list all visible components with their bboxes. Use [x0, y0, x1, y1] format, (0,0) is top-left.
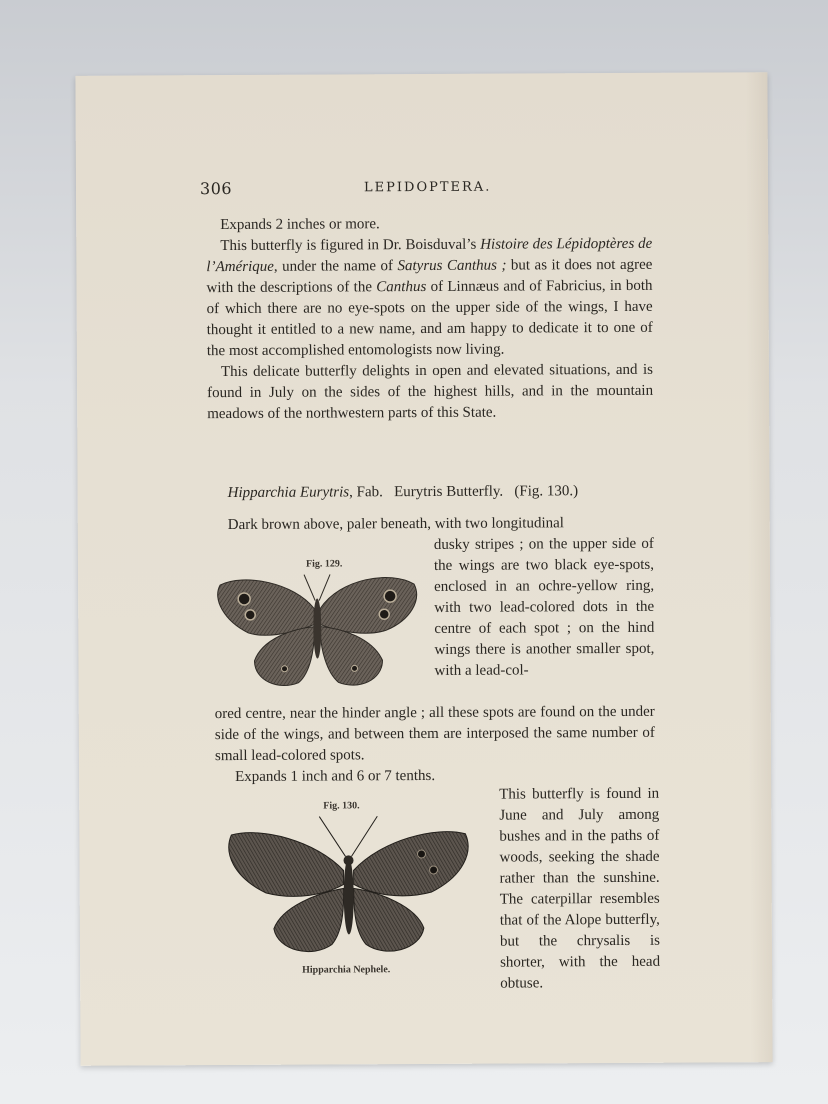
page-number: 306 [199, 178, 233, 199]
expands-line-1: Expands 2 inches or more. [220, 216, 380, 234]
synonym-name: Satyrus Canthus ; [397, 257, 507, 275]
butterfly-illustration-fig130 [225, 812, 472, 959]
figure-130-caption: Hipparchia Nephele. [302, 964, 391, 976]
section-1-text [206, 213, 653, 425]
habitat-paragraph: This butterfly is found in June and July among bushes and in the paths of woods, seeking the shade rather than the sunshine. The caterpillar resembles that of the Alope butterfly, but the chrysalis is shorter, with the head obtuse. [499, 785, 661, 992]
canthus-name: Canthus [376, 278, 427, 296]
work-title: Histoire des Lépidoptères de l’Amérique [206, 235, 653, 276]
common-name: Eurytris Butterfly. [394, 483, 504, 501]
para-rest: of Linnæus and of Fabricius, in both of which there are no eye-spots on the upper side of the wings, I have thought it entitled to a new name, and am happy to dedicate it to one of the most accomplished entomologists now living. [206, 277, 653, 360]
description-first-line: Dark brown above, paler beneath, with two longitudinal [227, 515, 564, 534]
figure-reference: (Fig. 130.) [514, 483, 579, 500]
description-narrow-column: dusky stripes ; on the upper side of the wings are two black eye-spots, enclosed in an ochre-yellow ring, with two lead-colored dots in the centre of each spot ; on the hind wings there is another smaller spot, with a lead-col- [433, 535, 655, 679]
species-heading [228, 483, 658, 502]
para-mid-2: but as it does not agree with the descriptions of the [206, 256, 653, 297]
scientific-name: Hipparchia Eurytris [227, 484, 350, 502]
page-header [199, 177, 708, 199]
species-author: , Fab. [349, 484, 383, 501]
para-intro: This butterfly is figured in Dr. Boisduval’s [220, 236, 481, 255]
running-head: LEPIDOPTERA. [363, 179, 492, 196]
description-continuation: ored centre, near the hinder angle ; all these spots are found on the under side of the wings, and between them are interposed the same number of small lead-colored spots. [214, 703, 655, 765]
para-mid-1: , under the name of [273, 258, 398, 275]
expands-line-2: Expands 1 inch and 6 or 7 tenths. [235, 767, 436, 785]
figure-129-label: Fig. 129. [305, 558, 343, 570]
butterfly-illustration-fig129 [214, 568, 421, 695]
page-edge-shadow [745, 72, 772, 1062]
paragraph-habitat-1: This delicate butterfly delights in open and elevated situations, and is found in July on the sides of the highest hills, and in the mountain meadows of the northwestern parts of this State. [207, 361, 654, 423]
figure-130-label: Fig. 130. [323, 800, 360, 812]
book-page [75, 72, 772, 1066]
paragraph-boisduval [206, 234, 653, 362]
